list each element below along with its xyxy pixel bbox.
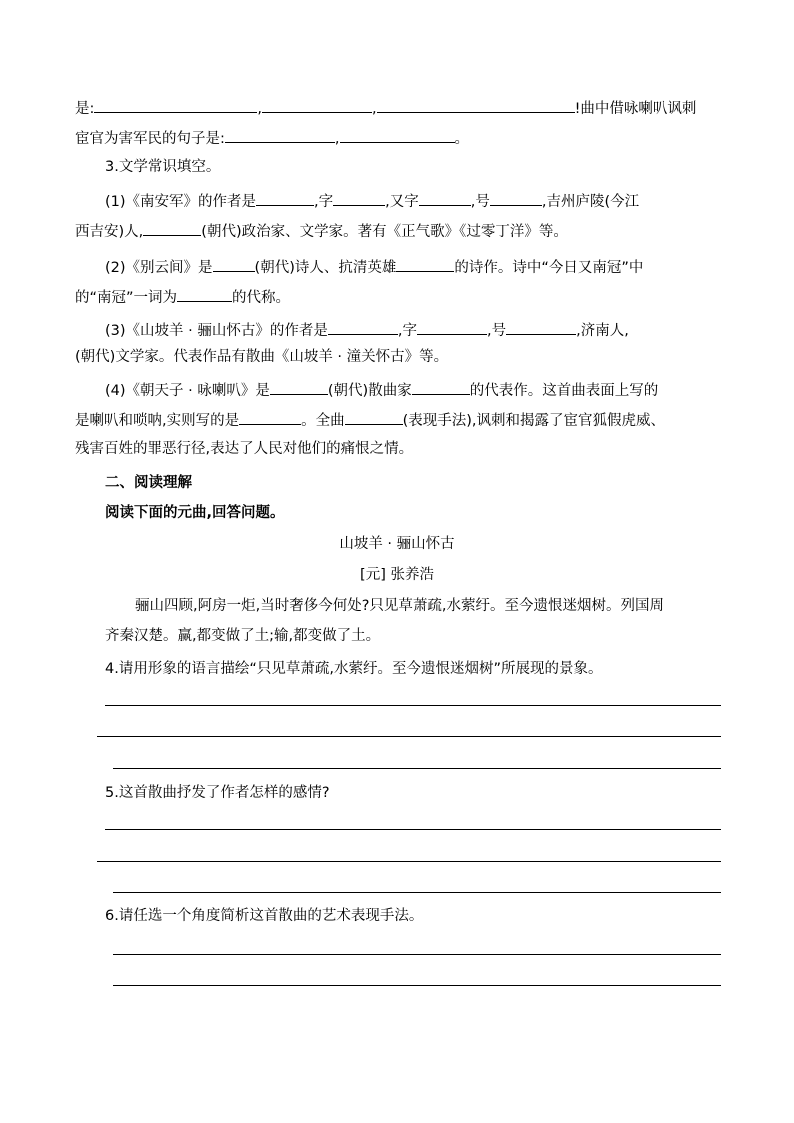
poem-title: 山坡羊 · 骊山怀古	[339, 536, 455, 552]
poem-author: [元] 张养浩	[360, 567, 434, 583]
answer-line[interactable]	[97, 736, 721, 737]
q3-p4-text: 是喇叭和唢呐,实则写的是	[75, 413, 240, 429]
q3-heading: 3.文学常识填空。	[105, 159, 221, 175]
q2-line1	[75, 97, 696, 119]
answer-blank[interactable]	[239, 409, 301, 425]
answer-line[interactable]	[105, 705, 721, 706]
poem-line-2: 齐秦汉楚。赢,都变做了土;输,都变做了土。	[105, 628, 381, 644]
answer-blank[interactable]	[328, 319, 398, 335]
answer-blank[interactable]	[506, 319, 576, 335]
q3-p3-line1	[105, 319, 629, 341]
q3-p1-line2	[75, 220, 568, 242]
q3-p4-line2	[75, 409, 665, 431]
q3-p1-text: 西吉安)人,	[75, 224, 144, 240]
answer-blank[interactable]	[396, 256, 454, 272]
section-heading: 二、阅读理解	[105, 475, 192, 491]
answer-blank[interactable]	[419, 190, 471, 206]
q3-p3-text: ,字	[397, 323, 417, 339]
q2-line2	[75, 127, 469, 149]
answer-blank[interactable]	[213, 256, 255, 272]
q3-p2-text: 的诗作。诗中“今日又南冠”中	[454, 260, 644, 276]
q3-p1-text: (朝代)政治家、文学家。著有《正气歌》《过零丁洋》等。	[201, 224, 568, 240]
answer-line[interactable]	[113, 768, 721, 769]
answer-line[interactable]	[113, 985, 721, 986]
q3-p2-text: (2)《别云间》是	[105, 260, 213, 276]
answer-blank[interactable]	[333, 190, 385, 206]
q3-p4-text: (4)《朝天子 · 咏喇叭》是	[105, 383, 270, 399]
answer-blank[interactable]	[256, 190, 314, 206]
q3-p2-line1	[105, 256, 643, 278]
q3-p3-line2	[75, 347, 448, 367]
question-4: 4.请用形象的语言描绘“只见草萧疏,水萦纡。至今遗恨迷烟树”所展现的景象。	[105, 661, 603, 677]
q3-p1-text: ,又字	[385, 194, 419, 210]
answer-blank[interactable]	[94, 97, 257, 113]
answer-blank[interactable]	[262, 97, 372, 113]
q2-line1-end: !曲中借咏喇叭讽刺	[574, 101, 697, 117]
question-5: 5.这首散曲抒发了作者怎样的感情?	[105, 785, 330, 801]
q3-p4-line3	[75, 439, 413, 459]
answer-blank[interactable]	[377, 97, 575, 113]
comma: ,	[372, 101, 377, 117]
q3-p1-line1	[105, 190, 639, 212]
answer-blank[interactable]	[143, 220, 201, 236]
q2-line2-label: 宦官为害军民的句子是:	[75, 131, 225, 147]
q3-p2-text: 的“南冠”一词为	[75, 290, 178, 306]
q3-p2-line2	[75, 286, 290, 308]
q3-p3-text: (朝代)文学家。代表作品有散曲《山坡羊 · 潼关怀古》等。	[75, 349, 449, 365]
comma: ,	[334, 131, 340, 147]
q3-p4-line1	[105, 379, 658, 401]
comma: ,	[257, 101, 262, 117]
answer-blank[interactable]	[340, 127, 455, 143]
answer-blank[interactable]	[490, 190, 542, 206]
answer-line[interactable]	[113, 892, 721, 893]
q3-p4-text: (表现手法),讽刺和揭露了宦官狐假虎威、	[402, 413, 666, 429]
answer-line[interactable]	[97, 861, 721, 862]
answer-blank[interactable]	[417, 319, 487, 335]
question-6: 6.请任选一个角度简析这首散曲的艺术表现手法。	[105, 908, 424, 924]
q3-p3-text: ,济南人,	[576, 323, 629, 339]
q3-p1-text: ,号	[470, 194, 490, 210]
q3-p1-text: ,吉州庐陵(今江	[541, 194, 640, 210]
q3-p4-text: 残害百姓的罪恶行径,表达了人民对他们的痛恨之情。	[75, 441, 414, 457]
q3-p2-text: 的代称。	[232, 290, 291, 306]
q3-p3-text: (3)《山坡羊 · 骊山怀古》的作者是	[105, 323, 328, 339]
period: 。	[454, 131, 469, 147]
answer-line[interactable]	[113, 954, 721, 955]
answer-blank[interactable]	[345, 409, 403, 425]
q3-p4-text: 。全曲	[301, 413, 345, 429]
q3-p4-text: 的代表作。这首曲表面上写的	[469, 383, 659, 399]
answer-line[interactable]	[105, 829, 721, 830]
answer-blank[interactable]	[412, 379, 470, 395]
q3-p2-text: (朝代)诗人、抗清英雄	[254, 260, 397, 276]
poem-line-1: 骊山四顾,阿房一炬,当时奢侈今何处?只见草萧疏,水萦纡。至今遗恨迷烟树。列国周	[135, 598, 665, 614]
q2-line1-label: 是:	[75, 101, 95, 117]
q3-p3-text: ,号	[486, 323, 507, 339]
answer-blank[interactable]	[177, 286, 232, 302]
answer-blank[interactable]	[270, 379, 328, 395]
q3-p1-text: (1)《南安军》的作者是	[105, 194, 257, 210]
section-instruction: 阅读下面的元曲,回答问题。	[105, 505, 285, 521]
answer-blank[interactable]	[225, 127, 335, 143]
q3-p4-text: (朝代)散曲家	[327, 383, 412, 399]
q3-p1-text: ,字	[314, 194, 334, 210]
